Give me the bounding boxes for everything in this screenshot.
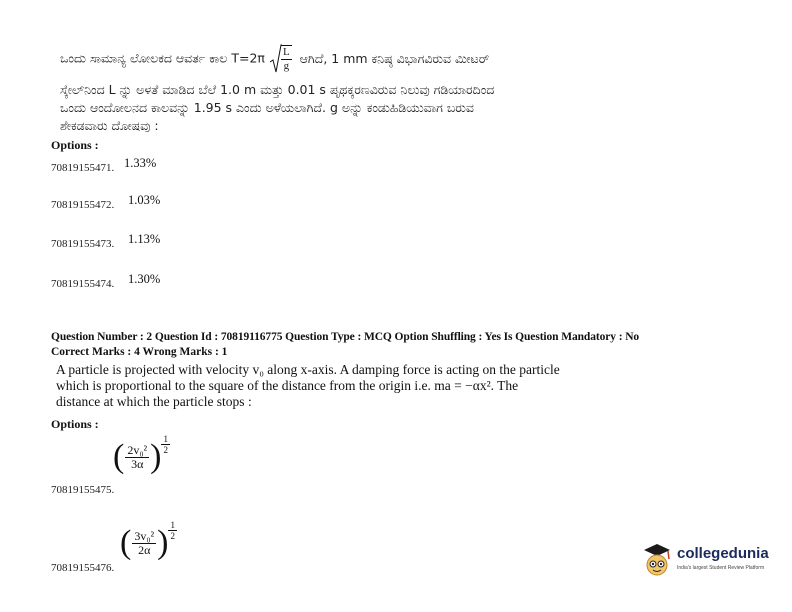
formula-num: L [282, 46, 290, 58]
right-paren: ) [157, 524, 169, 561]
option-formula[interactable] [120, 520, 177, 561]
logo-name: collegedunia [677, 545, 769, 562]
q1-line1 [60, 44, 489, 74]
q1-line2: ಸ್ಕೇಲ್‌ನಿಂದ L ನ್ನು ಅಳತೆ ಮಾಡಿದ ಬೆಲೆ 1.0 m ಮತ್ತು 0.01 s ಪೃಥಕ್ಕರಣವಿರುವ ನಿಲುವು ಗಡಿಯಾರದಿಂದ [60, 82, 495, 97]
formula-num: 2v₀² [127, 442, 148, 457]
q2-text-line1: A particle is projected with velocity v₀ along x-axis. A damping force is acting on the particle [56, 362, 560, 377]
option-id: 70819155476. [51, 562, 115, 574]
exponent-num: 1 [170, 520, 175, 530]
option-formula[interactable] [113, 434, 170, 475]
option-value[interactable]: 1.33% [124, 156, 157, 170]
graduate-mascot-icon [640, 541, 674, 579]
q2-text-line3: distance at which the particle stops : [56, 394, 252, 409]
formula-den: 3α [131, 456, 144, 471]
formula-num: 3v₀² [134, 528, 155, 543]
q1-line1-post: ಆಗಿದೆ, 1 mm ಕನಿಷ್ಠ ವಿಭಾಗವಿರುವ ಮೀಟರ್ [299, 50, 490, 66]
left-paren: ( [113, 438, 125, 475]
q1-line4: ಶೇಕಡವಾರು ದೋಷವು : [60, 118, 159, 133]
q2-meta-line2: Correct Marks : 4 Wrong Marks : 1 [51, 346, 228, 358]
option-value[interactable]: 1.13% [128, 232, 161, 246]
sqrt-formula [270, 44, 292, 74]
q2-meta-line1: Question Number : 2 Question Id : 70819116775 Question Type : MCQ Option Shuffling : Yes Is Question Mandatory : No [51, 331, 640, 343]
exponent-den: 2 [170, 531, 175, 541]
option-id: 70819155474. [51, 278, 115, 290]
option-value[interactable]: 1.30% [128, 272, 161, 286]
formula-den: 2α [138, 542, 151, 557]
formula-den: g [283, 60, 290, 72]
option-id: 70819155473. [51, 238, 115, 250]
option-value[interactable]: 1.03% [128, 193, 161, 207]
logo-tagline: India's largest Student Review Platform [677, 565, 765, 571]
exponent-num: 1 [163, 434, 168, 444]
option-id: 70819155472. [51, 199, 115, 211]
right-paren: ) [150, 438, 162, 475]
q2-text-line2: which is proportional to the square of the distance from the origin i.e. ma = −αx². The [56, 378, 519, 393]
option-id: 70819155475. [51, 484, 115, 496]
option-id: 70819155471. [51, 162, 115, 174]
q1-options-label: Options : [51, 138, 99, 152]
left-paren: ( [120, 524, 132, 561]
q1-line3: ಒಂದು ಆಂದೋಲನದ ಕಾಲವನ್ನು 1.95 s ಎಂದು ಅಳೆಯಲಾಗಿದೆ. g ಅನ್ನು ಕಂಡುಹಿಡಿಯುವಾಗ ಬರುವ [60, 100, 474, 115]
exponent-den: 2 [163, 445, 168, 455]
q2-options-label: Options : [51, 417, 99, 431]
q1-line1-pre: ಒಂದು ಸಾಮಾನ್ಯ ಲೋಲಕದ ಆವರ್ತ ಕಾಲ T=2π [60, 50, 265, 66]
